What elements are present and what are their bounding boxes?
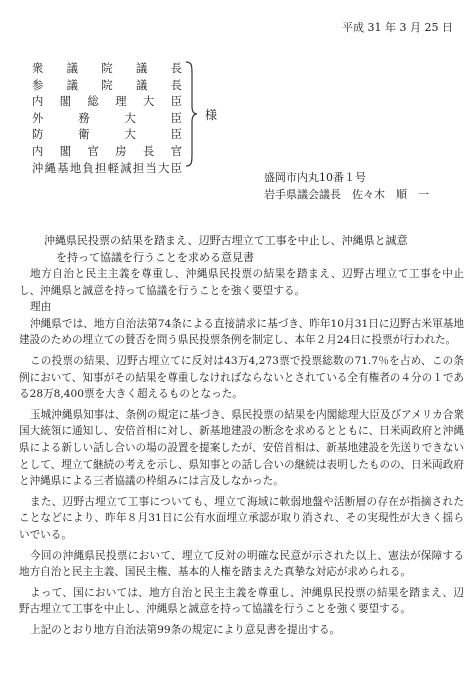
addressee-item: 内閣官房長官 [32,144,182,158]
reason-heading: 理由 [30,301,52,314]
addressee-list [32,61,182,177]
title-line: を持って協議を行うことを求める意見書 [56,251,254,264]
addressee-item: 防衛大臣 [32,128,182,142]
addressee-item: 衆議院議長 [32,62,182,75]
body-paragraph: また、辺野古埋立て工事についても、埋立て海域に軟弱地盤や活断層の存在が指摘されたことなどにより、昨年８月31日に公有水面埋立承認が取り消され、その実現性が大きく揺らいでいる。 [19,495,464,541]
sender-address: 盛岡市内丸10番１号 [264,171,366,184]
body-paragraph: この投票の結果、辺野古埋立てに反対は43万4,273票で投票総数の71.7％を占め、この条例において、知事がその結果を尊重しなければならないとされている全有権者の４分の１である28万8,400票を大きく超えるものとなった。 [19,354,464,401]
addressee-brace [184,60,198,168]
sender-name: 岩手県議会議長 佐々木 順 一 [264,188,429,201]
closing-paragraph: 上記のとおり地方自治法第99条の規定により意見書を提出する。 [30,623,341,636]
honorific-sama: 様 [205,108,218,122]
document-body [19,266,464,638]
body-paragraph: 沖縄県では、地方自治法第74条による直接請求に基づき、昨年10月31日に辺野古米軍基地建設のための埋立ての賛否を問う県民投票条例を制定し、本年２月24日に投票が行われた。 [19,317,464,347]
addressee-item: 沖縄基地負担軽減担当大臣 [32,161,182,175]
body-paragraph: よって、国においては、地方自治と民主主義を尊重し、沖縄県民投票の結果を踏まえ、辺野古埋立て工事を中止し、沖縄県と誠意を持って協議を行うことを強く要望する。 [19,586,464,616]
addressee-item: 参議院議長 [32,78,182,92]
addressee-item: 内閣総理大臣 [32,95,182,109]
sender-block [264,169,429,203]
body-paragraph: 玉城沖縄県知事は、条例の規定に基づき、県民投票の結果を内閣総理大臣及びアメリカ合衆国大統領に通知し、安倍首相に対し、新基地建設の断念を求めるとともに、日米両政府と沖縄県による新しい話し合いの場の設置を提案したが、安倍首相は、新基地建設を先送りできないとして、埋立て継続の考えを示し、県知事との話し合いの継続は表明したものの、日米両政府と沖縄県による三者協議の枠組みには言及しなかった。 [19,408,464,488]
title-line: 沖縄県民投票の結果を踏まえ、辺野古埋立て工事を中止し、沖縄県と誠意 [44,234,408,247]
body-paragraph: 今回の沖縄県民投票において、埋立て反対の明確な民意が示された以上、憲法が保障する地方自治と民主主義、国民主権、基本的人権を踏まえた真摯な対応が求められる。 [19,549,464,579]
document-title [44,232,444,266]
intro-paragraph: 地方自治と民主主義を尊重し、沖縄県民投票の結果を踏まえ、辺野古埋立て工事を中止し、沖縄県と誠意を持って協議を行うことを強く要望する。 [19,268,464,297]
document-date: 平成 31 年 3 月 25 日 [342,21,453,34]
addressee-item: 外務大臣 [32,111,182,125]
